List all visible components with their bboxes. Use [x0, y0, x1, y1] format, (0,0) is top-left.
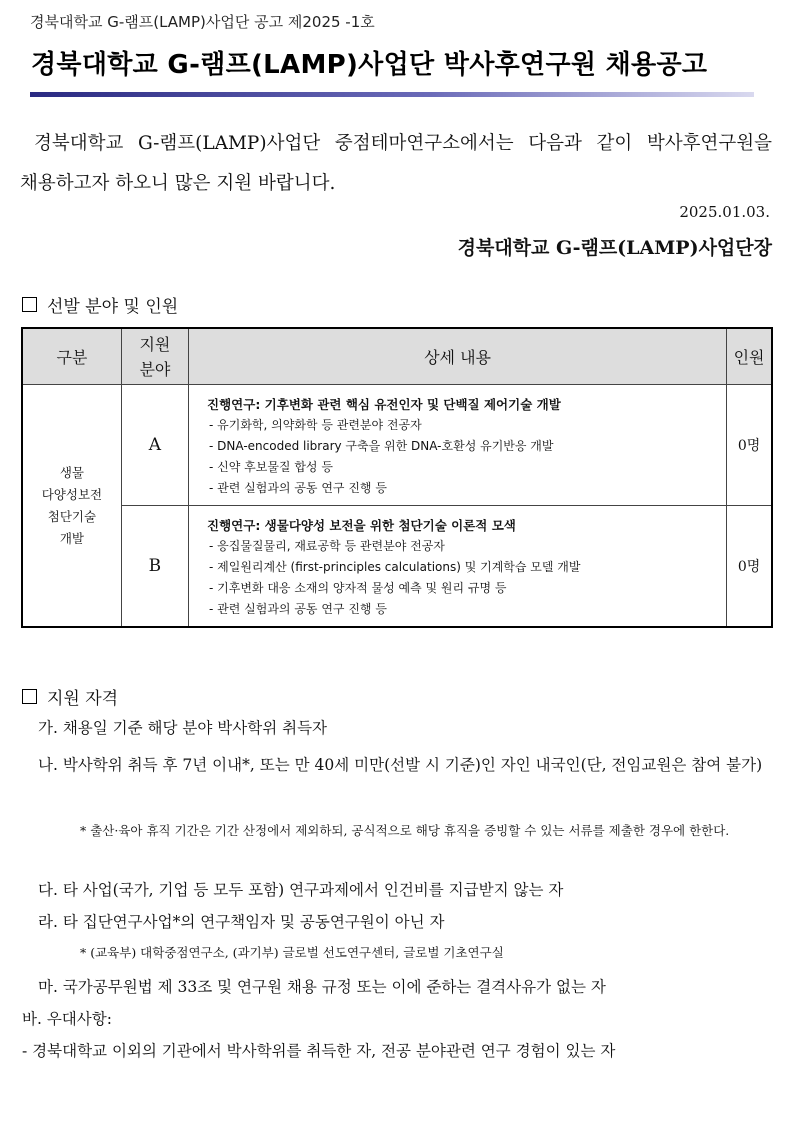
detail-item: - 기후변화 대응 소재의 양자적 물성 예측 및 원리 규명 등 — [209, 581, 507, 595]
preference-item — [22, 1035, 772, 1067]
qualification-item: 가. 채용일 기준 해당 분야 박사학위 취득자 — [38, 719, 328, 737]
detail-item: - 유기화학, 의약화학 등 관련분야 전공자 — [209, 418, 422, 432]
field-code: A — [121, 385, 188, 506]
detail-cell — [189, 506, 727, 628]
research-heading: 진행연구: 기후변화 관련 핵심 유전인자 및 단백질 제어기술 개발 — [207, 397, 561, 412]
qualification-item: 다. 타 사업(국가, 기업 등 모두 포함) 연구과제에서 인건비를 지급받지 않는 자 — [38, 881, 564, 899]
qualification-item — [38, 750, 772, 780]
qualification-text: 나. 박사학위 취득 후 7년 이내*, 또는 만 40세 미만(선발 시 기준)인 자인 내국인(단, 전임교원은 참여 불가) — [38, 756, 763, 774]
category-line: 생물 — [59, 464, 84, 480]
detail-item: - 신약 후보물질 합성 등 — [209, 460, 333, 474]
qualification-note — [80, 817, 774, 845]
qualification-item: 바. 우대사항: — [22, 1010, 112, 1028]
category-line: 개발 — [59, 530, 84, 546]
detail-item: - DNA-encoded library 구축을 위한 DNA-호환성 유기반응 개발 — [209, 439, 554, 453]
intro-paragraph: 경북대학교 G-램프(LAMP)사업단 중점테마연구소에서는 다음과 같이 박사후연구원을 채용하고자 하오니 많은 지원 바랍니다. — [20, 133, 772, 194]
category-cell — [22, 385, 121, 628]
preference-text: - 경북대학교 이외의 기관에서 박사학위를 취득한 자, 전공 분야관련 연구 경험이 있는 자 — [22, 1042, 616, 1060]
table-header-row — [22, 328, 772, 385]
section-heading-selection — [22, 292, 178, 317]
signer: 경북대학교 G-램프(LAMP)사업단장 — [457, 237, 772, 259]
detail-item: - 제일원리계산 (first-principles calculations) 및 기계학습 모델 개발 — [209, 560, 581, 574]
detail-item: - 관련 실험과의 공동 연구 진행 등 — [209, 481, 387, 495]
qualification-item: 라. 타 집단연구사업*의 연구책임자 및 공동연구원이 아닌 자 — [38, 913, 445, 931]
detail-cell — [189, 385, 727, 506]
section-title: 선발 분야 및 인원 — [47, 297, 179, 317]
research-heading: 진행연구: 생물다양성 보전을 위한 첨단기술 이론적 모색 — [207, 518, 516, 533]
detail-item: - 관련 실험과의 공동 연구 진행 등 — [209, 602, 387, 616]
detail-item: - 응집물질물리, 재료공학 등 관련분야 전공자 — [209, 539, 445, 553]
selection-table — [21, 327, 773, 628]
headcount: 0명 — [727, 506, 772, 628]
title-underline — [30, 92, 754, 97]
headcount: 0명 — [727, 385, 772, 506]
header-apply-field-line: 분야 — [139, 359, 171, 379]
page-title: 경북대학교 G-램프(LAMP)사업단 박사후연구원 채용공고 — [31, 50, 708, 80]
qualification-note: * (교육부) 대학중점연구소, (과기부) 글로벌 선도연구센터, 글로벌 기초연구실 — [80, 945, 504, 960]
header-apply-field — [121, 328, 188, 385]
field-code: B — [121, 506, 188, 628]
header-apply-field-line: 지원 — [139, 334, 171, 354]
note-text: * 출산·육아 휴직 기간은 기간 산정에서 제외하되, 공식적으로 해당 휴직을 증빙할 수 있는 서류를 제출한 경우에 한한다. — [80, 823, 730, 838]
checkbox-square-icon — [22, 297, 37, 312]
table-row — [22, 506, 772, 628]
category-line: 다양성보전 — [41, 486, 103, 502]
table-row — [22, 385, 772, 506]
section-title: 지원 자격 — [47, 689, 119, 709]
checkbox-square-icon — [22, 689, 37, 704]
notice-number: 경북대학교 G-램프(LAMP)사업단 공고 제2025 -1호 — [30, 13, 375, 31]
header-details: 상세 내용 — [189, 328, 727, 385]
category-line: 첨단기술 — [47, 508, 97, 524]
qualification-item: 마. 국가공무원법 제 33조 및 연구원 채용 규정 또는 이에 준하는 결격사유가 없는 자 — [38, 978, 606, 996]
announcement-date: 2025.01.03. — [679, 203, 770, 221]
section-heading-qualifications — [22, 684, 118, 709]
header-category: 구분 — [22, 328, 121, 385]
header-count: 인원 — [727, 328, 772, 385]
